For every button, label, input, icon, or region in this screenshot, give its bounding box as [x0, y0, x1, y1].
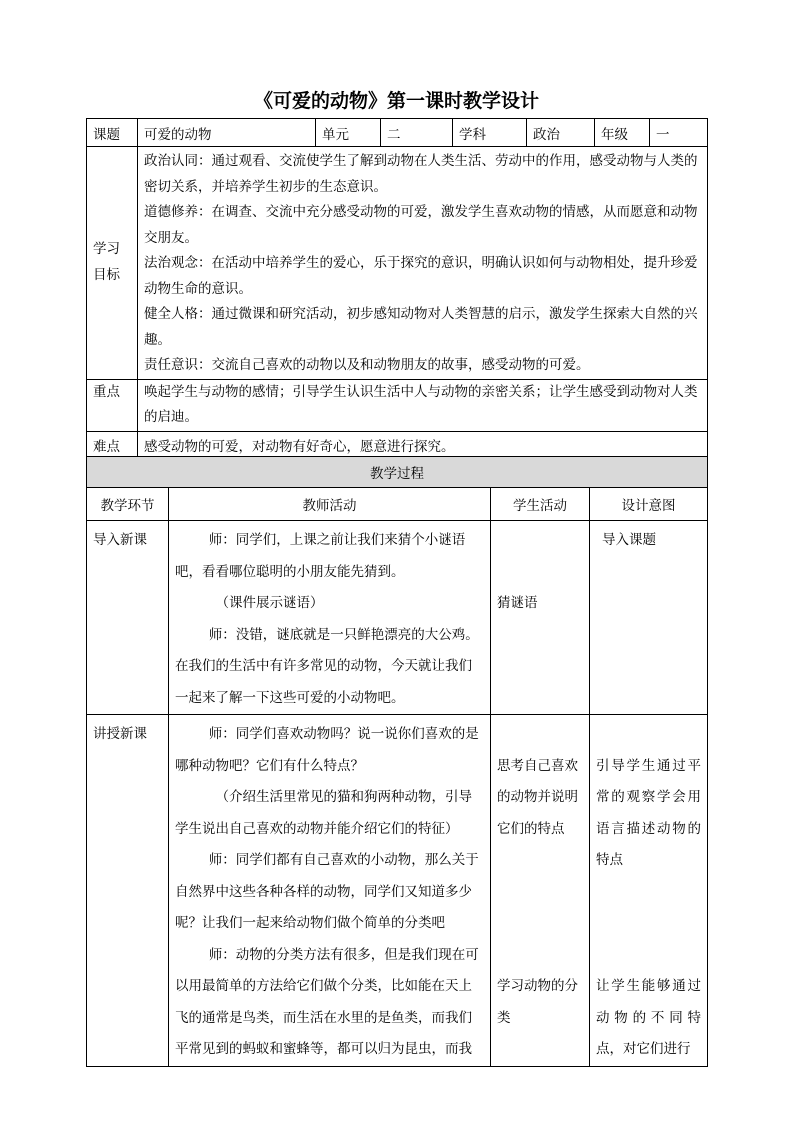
teacher-paragraph: 师：同学们喜欢动物吗？说一说你们喜欢的是哪种动物吧？它们有什么特点？	[175, 726, 479, 774]
design-purpose-cell	[590, 521, 708, 715]
topic-value: 可爱的动物	[138, 119, 316, 147]
teacher-paragraph: 师：同学们，上课之前让我们来猜个小谜语吧，看看哪位聪明的小朋友能先猜到。	[175, 532, 466, 580]
subject-value: 政治	[527, 119, 595, 147]
key-point-label: 重点	[87, 379, 138, 431]
column-header-teacher: 教师活动	[169, 488, 491, 521]
grade-value: 一	[650, 119, 708, 147]
difficulty-row	[87, 431, 708, 459]
process-header: 教学过程	[87, 457, 708, 488]
objective-item: 道德修养：在调查、交流中充分感受动物的可爱，激发学生喜欢动物的情感，从而愿意和动物交朋友。	[144, 204, 698, 246]
stage-cell	[87, 521, 169, 715]
process-row-intro	[87, 521, 708, 715]
stage-label: 讲授新课	[93, 726, 147, 742]
teacher-paragraph: （介绍生活里常见的猫和狗两种动物，引导学生说出自己喜欢的动物并能介绍它们的特征）	[175, 789, 472, 837]
student-activity-cell	[491, 521, 590, 715]
difficulty-label: 难点	[87, 431, 138, 459]
course-info-table	[86, 118, 708, 460]
teacher-paragraph: （课件展示谜语）	[215, 595, 324, 611]
objective-item: 法治观念：在活动中培养学生的爱心，乐于探究的意识，明确认识如何与动物相处，提升珍爱动物生命的意识。	[144, 255, 698, 297]
student-activity-text: 学习动物的分类	[497, 978, 578, 1026]
course-info-row	[87, 119, 708, 147]
topic-label: 课题	[87, 119, 138, 147]
design-purpose-text: 引导学生通过平常的观察学会用语言描述动物的特点	[596, 757, 701, 868]
teacher-activity-cell	[169, 715, 491, 1067]
objective-item: 责任意识：交流自己喜欢的动物以及和动物朋友的故事，感受动物的可爱。	[144, 357, 590, 373]
objective-item: 健全人格：通过微课和研究活动，初步感知动物对人类智慧的启示，激发学生探索大自然的兴趣。	[144, 306, 698, 348]
document-title: 《可爱的动物》第一课时教学设计	[253, 90, 539, 112]
process-header-row	[87, 457, 708, 488]
teacher-paragraph: 师：动物的分类方法有很多，但是我们现在可以用最简单的方法给它们做个分类，比如能在天上飞的通常是鸟类，而生活在水里的是鱼类，而我们平常见到的蚂蚁和蜜蜂等，都可以归为昆虫，而我	[175, 946, 479, 1057]
design-purpose-text: 让学生能够通过动物的不同特点，对它们进行	[596, 978, 701, 1057]
teacher-paragraph: 师：同学们都有自己喜欢的小动物，那么关于自然界中这些各种各样的动物，同学们又知道多少呢？让我们一起来给动物们做个简单的分类吧	[175, 852, 479, 931]
grade-label: 年级	[595, 119, 650, 147]
column-header-stage: 教学环节	[87, 488, 169, 521]
teaching-process-table	[86, 456, 708, 1067]
design-purpose-text: 导入课题	[602, 532, 656, 548]
student-activity-text: 猜谜语	[497, 595, 538, 611]
process-column-headers	[87, 488, 708, 521]
objectives-label: 学习目标	[87, 147, 138, 380]
process-row-teaching	[87, 715, 708, 1067]
objective-item: 政治认同：通过观看、交流使学生了解到动物在人类生活、劳动中的作用，感受动物与人类的密切关系，并培养学生初步的生态意识。	[144, 153, 698, 195]
difficulty-text: 感受动物的可爱，对动物有好奇心，愿意进行探究。	[138, 431, 708, 459]
unit-value: 二	[381, 119, 453, 147]
key-point-row	[87, 379, 708, 431]
design-purpose-cell	[590, 715, 708, 1067]
objectives-content	[138, 147, 708, 380]
objectives-row	[87, 147, 708, 380]
stage-cell	[87, 715, 169, 1067]
key-point-text: 唤起学生与动物的感情；引导学生认识生活中人与动物的亲密关系；让学生感受到动物对人类的启迪。	[138, 379, 708, 431]
subject-label: 学科	[453, 119, 527, 147]
column-header-student: 学生活动	[491, 488, 590, 521]
student-activity-text: 思考自己喜欢的动物并说明它们的特点	[497, 757, 578, 837]
stage-label: 导入新课	[93, 532, 147, 548]
teacher-activity-cell	[169, 521, 491, 715]
student-activity-cell	[491, 715, 590, 1067]
unit-label: 单元	[316, 119, 381, 147]
teacher-paragraph: 师：没错，谜底就是一只鲜艳漂亮的大公鸡。在我们的生活中有许多常见的动物，今天就让我们一起来了解一下这些可爱的小动物吧。	[175, 626, 479, 706]
column-header-purpose: 设计意图	[590, 488, 708, 521]
